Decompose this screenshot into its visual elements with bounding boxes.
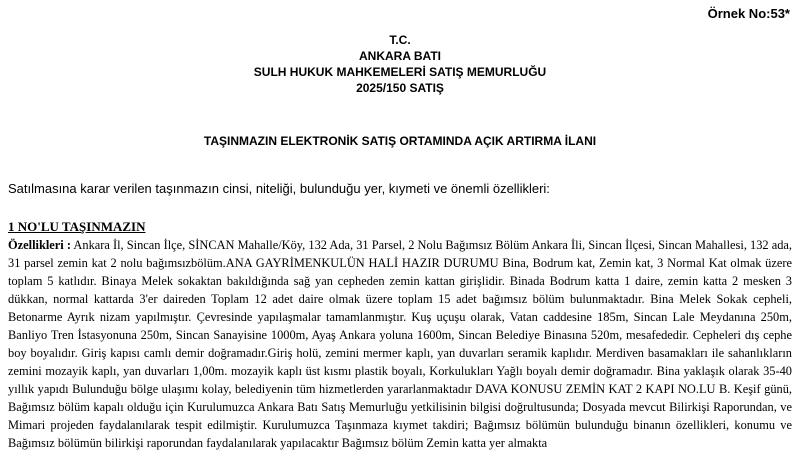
document-header — [0, 32, 800, 96]
header-office-name: SULH HUKUK MAHKEMELERİ SATIŞ MEMURLUĞU — [253, 65, 547, 79]
sample-number: Örnek No:53* — [707, 6, 790, 21]
announcement-title: TAŞINMAZIN ELEKTRONİK SATIŞ ORTAMINDA AÇIK ARTIRMA İLANI — [203, 134, 597, 148]
header-file-number: 2025/150 SATIŞ — [356, 81, 444, 95]
intro-paragraph: Satılmasına karar verilen taşınmazın cinsi, niteliği, bulunduğu yer, kıymeti ve önemli özellikleri: — [8, 181, 550, 196]
features-text: Ankara İl, Sincan İlçe, SİNCAN Mahalle/Köy, 132 Ada, 31 Parsel, 2 Nolu Bağımsız Bölüm Ankara İli, Sincan İlçesi, Sincan Mahallesi, 132 ada, 31 parsel zemin kat 2 nolu bağımsızbölüm.ANA GAYRİMENKULÜN HALİ HAZIR DURUMU Bina, Bodrum kat, Zemin kat, 3 Normal Kat olmak üzere toplam 5 katlıdır. Binaya Melek sokaktan bakıldığında sağ yan cepheden zemin kattan girişlidir. Binada Bodrum katta 1 daire, zemin katta 2 mesken 3 dükkan, normal kattarda 3'er daireden Toplam 12 adet daire olmak üzere toplam 15 adet bağımsız bölüm bulunmaktadır. Bina Melek Sokak cepheli, Betonarme Ayrık nizam yapılmıştır. Çevresinde yapılaşmalar tamamlanmıştır. Kuş uçuşu olarak, Vatan caddesine 185m, Sincan Lale Meydanına 250m, Banliyo Tren İstasyonuna 250m, Sincan Sanayisine 1000m, Ayaş Ankara yoluna 1600m, Sincan Belediye Binasına 520m, mesafededir. Cepheleri dış cephe boy boyalıdır. Giriş kapısı camlı demir doğramadır.Giriş holü, zemini mermer kaplı, yan duvarları seramik kaplıdır. Merdiven basamakları ile sahanlıkların zemini mozayik kaplı, yan duvarları 1,00m. mozayik kaplı üst kısmı plastik boyalı, Korkulukları Yağlı boyalı demir doğramadır. Bina yaklaşık olarak 35-40 yıllık yapıdı Bulunduğu bölge ulaşımı kolay, belediyenin tüm hizmetlerden yararlanmaktadır DAVA KONUSU ZEMİN KAT 2 KAPI NO.LU B. Keşif günü, Bağımsız bölüm kapalı olduğu için Kurulumuzca Ankara Batı Satış Memurluğu yetkilisinin bilgisi doğrultusunda; Dosyada mevcut Bilirkişi Raporundan, ve Mimari projeden faydalanılarak tespit edilmiştir. Kurulumuzca Taşınmaza kıymet takdiri; Bağımsız bölümün bulunduğu binanın özellikleri, konumu ve Bağımsız bölümün bilirkişi raporundan faydalanılarak yapılacaktır Bağımsız bölüm Zemin katta yer almakta — [8, 238, 793, 450]
property-heading: 1 NO'LU TAŞINMAZIN — [8, 219, 146, 234]
property-features-paragraph — [8, 236, 792, 452]
header-republic: T.C. — [389, 33, 411, 47]
header-court-location: ANKARA BATI — [359, 49, 441, 63]
features-label: Özellikleri : — [8, 238, 71, 252]
